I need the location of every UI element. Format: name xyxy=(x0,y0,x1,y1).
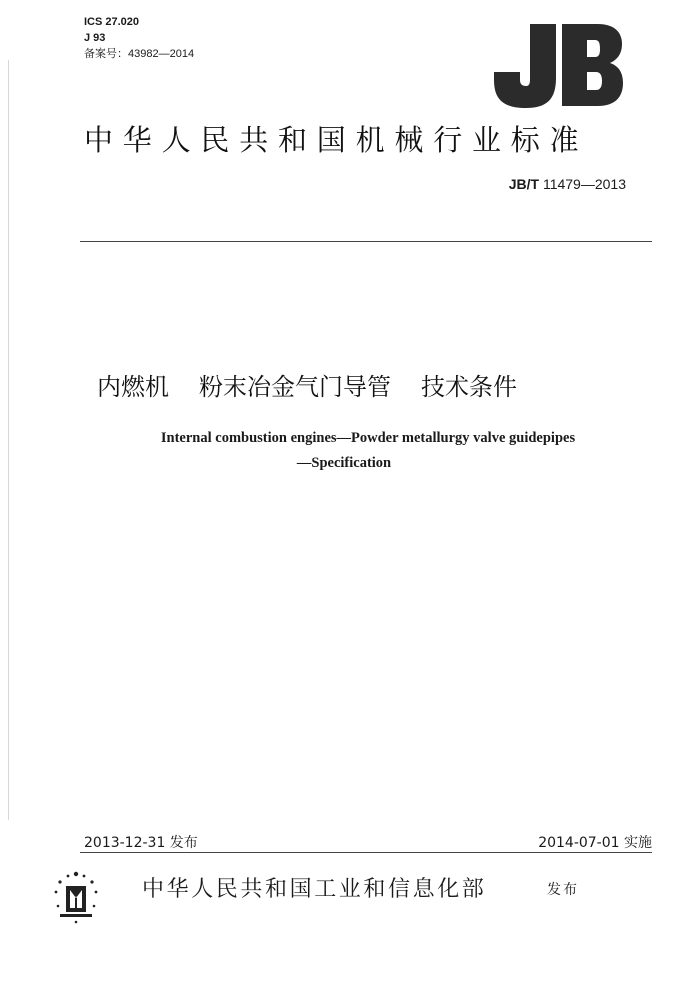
standard-code-prefix: JB/T xyxy=(508,176,540,192)
standard-series-title: 中华人民共和国机械行业标准 xyxy=(84,123,589,157)
ministry-emblem-icon xyxy=(46,868,106,928)
filing-number: 备案号：43982—2014 xyxy=(84,48,195,60)
standard-code xyxy=(509,176,626,192)
effective-date: 2014-07-01 实施 xyxy=(538,835,652,851)
title-cn-part1: 内燃机 xyxy=(97,373,169,401)
scan-edge-line xyxy=(8,60,9,820)
title-cn-part3: 技术条件 xyxy=(421,373,517,401)
title-cn-part2: 粉末冶金气门导管 xyxy=(199,373,391,401)
document-title-cn xyxy=(97,367,517,402)
category-code: J 93 xyxy=(84,32,106,44)
issue-date: 2013-12-31 发布 xyxy=(84,835,198,851)
issuing-authority: 中华人民共和国工业和信息化部 xyxy=(142,877,487,902)
jb-logo xyxy=(490,20,625,110)
issuing-authority-suffix: 发布 xyxy=(547,882,579,898)
ics-code: ICS 27.020 xyxy=(84,16,140,28)
top-divider xyxy=(80,241,652,242)
document-title-en-line2: —Specification xyxy=(296,455,392,471)
document-title-en-line1: Internal combustion engines—Powder metallurgy valve guidepipes xyxy=(160,430,576,446)
standard-code-number: 11479—2013 xyxy=(539,176,626,192)
classification-block xyxy=(84,14,194,62)
bottom-divider xyxy=(80,852,652,853)
